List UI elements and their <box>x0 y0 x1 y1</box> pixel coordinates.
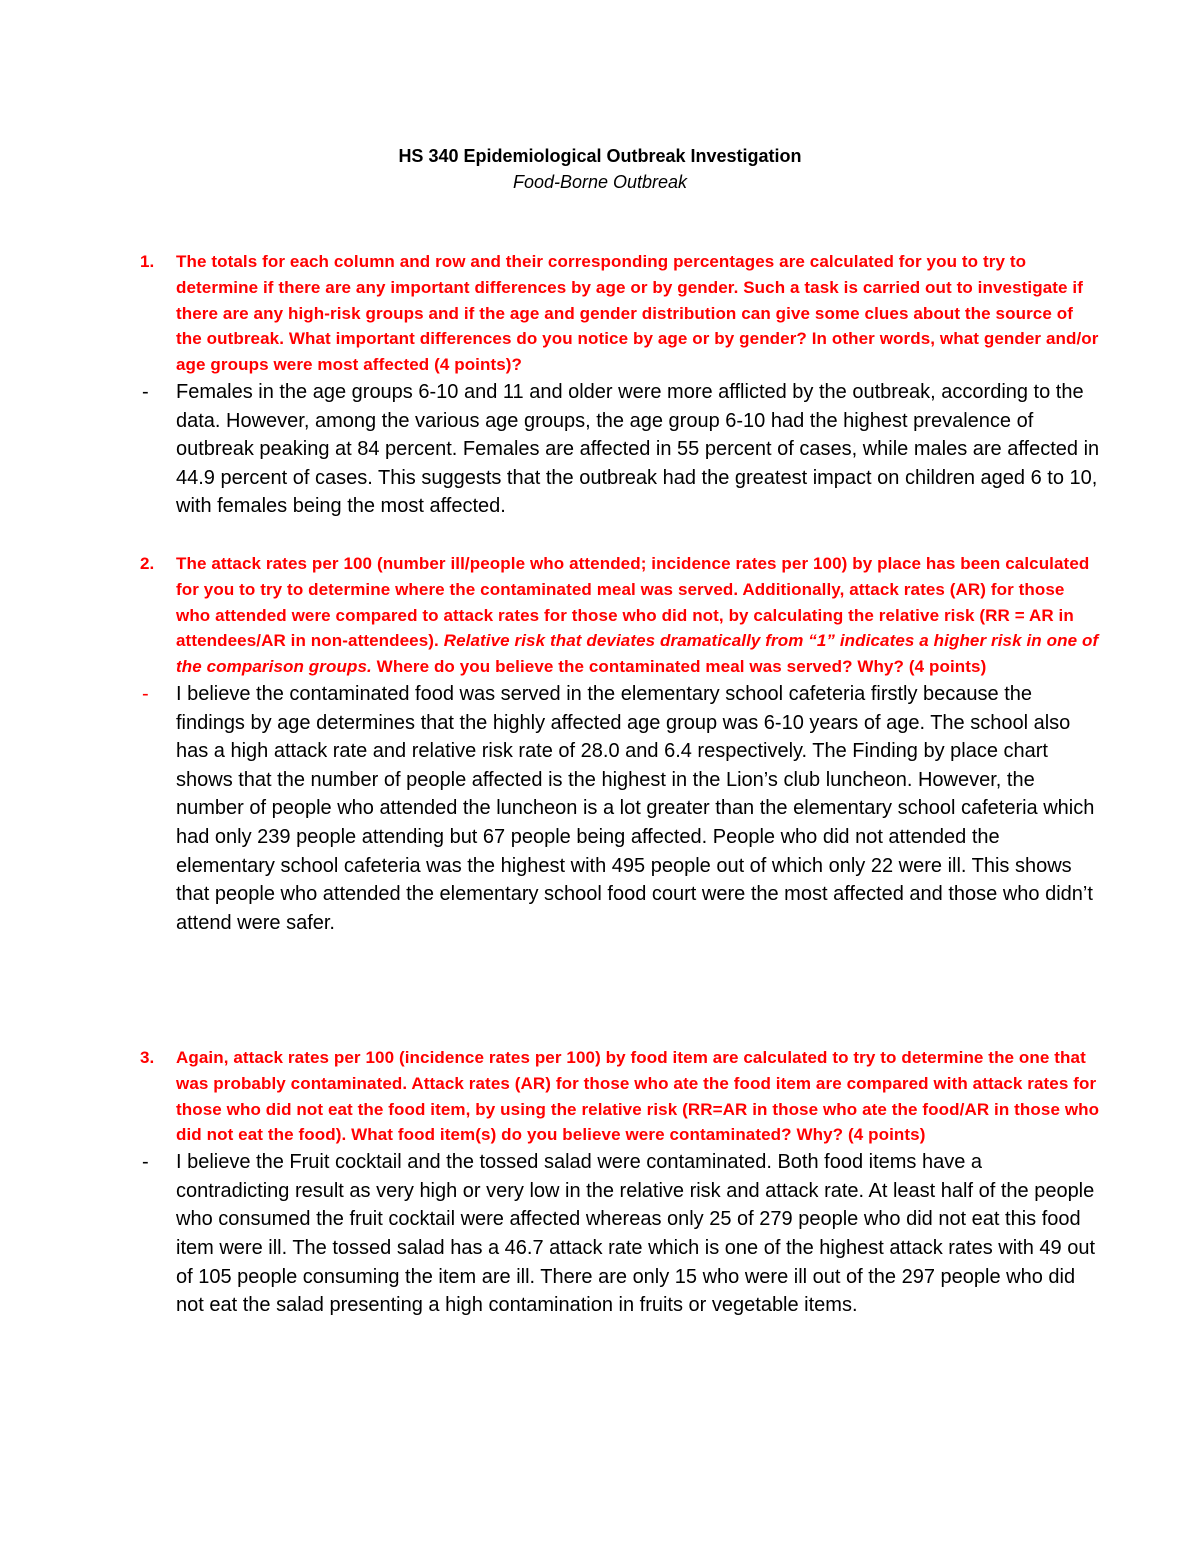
question-item-3 <box>140 1045 1100 1320</box>
answer-3 <box>140 1148 1100 1320</box>
question-text-2-part1: The attack rates per 100 (number ill/people who attended; incidence rates per 100) by place has been calculated for you to try to determine where the contaminated meal was served. Additionally, attack rates (AR) for those who attended were compared to attack rates for those who did not, by calculating the relative risk (RR = AR in attendees/AR in non-attendees). <box>176 554 1090 651</box>
question-text-2-italic: Relative risk that deviates dramatically from “1” indicates a higher risk in one of the comparison groups. <box>176 631 1099 677</box>
answer-2 <box>140 680 1100 937</box>
question-2 <box>140 551 1100 680</box>
answer-text-2: I believe the contaminated food was served in the elementary school cafeteria firstly because the findings by age determines that the highly affected age group was 6-10 years of age. The school also has a high attack rate and relative risk rate of 28.0 and 6.4 respectively. The Finding by place chart shows that the number of people affected is the highest in the Lion’s club luncheon. However, the number of people who attended the luncheon is a lot greater than the elementary school cafeteria which had only 239 people attending but 67 people being affected. People who did not attended the elementary school cafeteria was the highest with 495 people out of which only 22 were ill. This shows that people who attended the elementary school food court were the most affected and those who didn’t attend were safer. <box>176 682 1095 934</box>
answer-1 <box>140 378 1100 521</box>
answer-text-3: I believe the Fruit cocktail and the tossed salad were contaminated. Both food items have a contradicting result as very high or very low in the relative risk and attack rate. At least half of the people who consumed the fruit cocktail were affected whereas only 25 of 279 people who did not eat this food item were ill. The tossed salad has a 46.7 attack rate which is one of the highest attack rates with 49 out of 105 people consuming the item are ill. There are only 15 who were ill out of the 297 people who did not eat the salad presenting a high contamination in fruits or vegetable items. <box>176 1151 1096 1317</box>
question-number-3: 3. <box>140 1048 155 1067</box>
question-3 <box>140 1045 1100 1148</box>
answer-bullet-1: - <box>142 380 149 403</box>
question-item-2 <box>140 551 1100 937</box>
answer-text-1: Females in the age groups 6-10 and 11 and older were more afflicted by the outbreak, according to the data. However, among the various age groups, the age group 6-10 had the highest prevalence of outbreak peaking at 84 percent. Females are affected in 55 percent of cases, while males are affected in 44.9 percent of cases. This suggests that the outbreak had the greatest impact on children aged 6 to 10, with females being the most affected. <box>176 380 1100 518</box>
question-1 <box>140 249 1100 378</box>
question-item-1 <box>140 249 1100 521</box>
question-text-2-part2: Where do you believe the contaminated meal was served? Why? (4 points) <box>376 657 987 677</box>
question-number-2: 2. <box>140 554 155 573</box>
question-number-1: 1. <box>140 252 155 271</box>
document-title: HS 340 Epidemiological Outbreak Investigation <box>398 146 802 166</box>
question-text-1: The totals for each column and row and their corresponding percentages are calculated for you to try to determine if there are any important differences by age or by gender. Such a task is carried out to investigate if there are any high-risk groups and if the age and gender distribution can give some clues about the source of the outbreak. What important differences do you notice by age or by gender? In other words, what gender and/or age groups were most affected (4 points)? <box>176 252 1099 375</box>
title-block <box>0 143 1200 195</box>
answer-bullet-2: - <box>142 682 149 705</box>
document-subtitle: Food-Borne Outbreak <box>512 172 688 192</box>
question-text-3: Again, attack rates per 100 (incidence rates per 100) by food item are calculated to try to determine the one that was probably contaminated. Attack rates (AR) for those who ate the food item are compared with attack rates for those who did not eat the food item, by using the relative risk (RR=AR in those who ate the food/AR in those who did not eat the food). What food item(s) do you believe were contaminated? Why? (4 points) <box>176 1048 1100 1145</box>
answer-bullet-3: - <box>142 1151 149 1174</box>
